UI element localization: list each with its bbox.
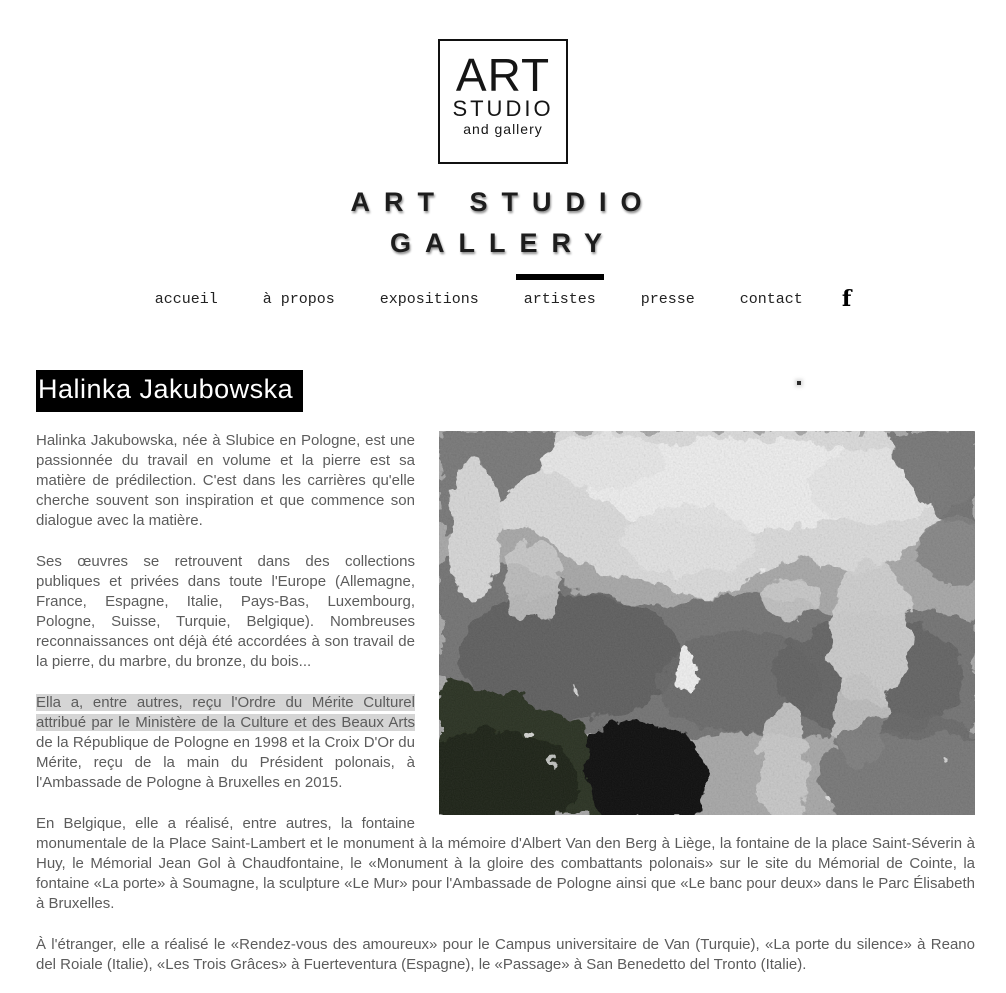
site-title-line1: ART STUDIO xyxy=(350,187,656,217)
stone-texture-photo xyxy=(439,431,975,815)
nav-item-expositions[interactable]: expositions xyxy=(379,290,479,308)
site-header xyxy=(0,0,1006,310)
site-title-line2: GALLERY xyxy=(390,228,616,258)
stone-texture-image xyxy=(439,431,975,815)
bio-paragraph-1: Halinka Jakubowska, née à Slubice en Pologne, est une passionnée du travail en volume et la pierre est sa matière de prédilection. C'est dans les carrières qu'elle cherche souvent son inspiration et que commence son dialogue avec la matière. xyxy=(36,432,415,529)
logo-art-text: ART xyxy=(455,49,551,101)
main-nav xyxy=(0,288,1006,310)
artist-bio xyxy=(36,431,975,975)
page-title: Halinka Jakubowska xyxy=(36,370,303,412)
artist-page xyxy=(0,370,1006,993)
highlighted-text: Ella a, entre autres, reçu l'Ordre du Mérite Culturel attribué par le Ministère de la Culture et des Beaux Arts xyxy=(36,694,415,731)
nav-item-contact[interactable]: contact xyxy=(739,290,803,308)
nav-item-accueil[interactable]: accueil xyxy=(154,290,218,308)
bio-paragraph-3-rest: de la République de Pologne en 1998 et la Croix D'Or du Mérite, reçu de la main du Président polonais, à l'Ambassade de Pologne à Bruxelles en 2015. xyxy=(36,734,415,791)
logo-studio-text: STUDIO xyxy=(452,96,554,121)
logo-gallery-text: and gallery xyxy=(463,121,543,137)
bio-paragraph-2: Ses œuvres se retrouvent dans des collections publiques et privées dans toute l'Europe (Allemagne, France, Espagne, Italie, Pays-Bas, Luxembourg, Pologne, Suisse, Turquie, Belgique). Nombreuses reconnaissances ont déjà été accordées à son travail de la pierre, du marbre, du bronze, du bois... xyxy=(36,553,415,670)
facebook-icon[interactable]: f xyxy=(841,286,852,312)
nav-item-presse[interactable]: presse xyxy=(640,290,695,308)
bio-paragraph-4: En Belgique, elle a réalisé, entre autres, la fontaine monumentale de la Place Saint-Lambert et le monument à la mémoire d'Albert Van den Berg à Liège, la fontaine de la place Saint-Séverin à Huy, le Mémorial Jean Gol à Chaudfontaine, le «Monument à la gloire des combattants polonais» sur le site du Mémorial de Cointe, la fontaine «La porte» à Soumagne, la sculpture «Le Mur» pour l'Ambassade de Pologne ainsi que «Le banc pour deux» dans le Parc Élisabeth à Bruxelles. xyxy=(36,815,975,912)
stray-dot-mark xyxy=(797,381,801,385)
bio-paragraph-5: À l'étranger, elle a réalisé le «Rendez-vous des amoureux» pour le Campus universitaire de Van (Turquie), «La porte du silence» à Reano del Roiale (Italie), «Les Trois Grâces» à Fuerteventura (Espagne), le «Passage» à San Benedetto del Tronto (Italie). xyxy=(36,936,975,973)
logo[interactable] xyxy=(438,39,568,164)
nav-item-artistes[interactable]: artistes xyxy=(523,290,596,308)
site-title xyxy=(0,182,1006,264)
nav-item-a-propos[interactable]: à propos xyxy=(262,290,335,308)
